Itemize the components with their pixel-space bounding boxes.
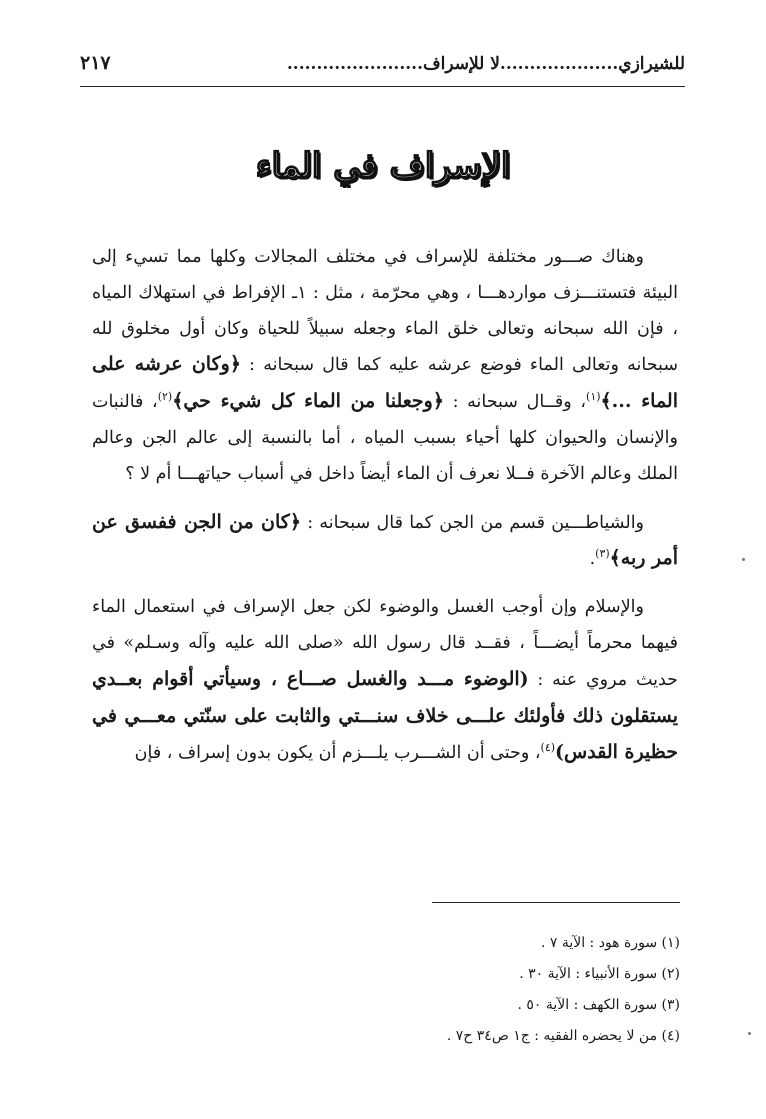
quran-quote: ﴿كان من الجن ففسق عن أمر ربه﴾ [92, 510, 678, 570]
quran-quote: ﴿وكان عرشه على الماء ...﴾ [92, 353, 678, 413]
footnote: (٤) من لا يحضره الفقيه : ج١ ص٣٤ ح٧ . [446, 1028, 680, 1044]
footnote-ref: (٣) [595, 547, 610, 561]
text-run: ، فالنبات والإنسان والحيوان كلها أحياء بسبب المياه ، أما بالنسبة إلى عالم الجن وعالم الملك وعالم الآخرة فــلا نعرف أن الماء أيضاً داخل في أسباب حياتهـــا أم لا ؟ [92, 392, 678, 484]
text-run: والإسلام وإن أوجب الغسل والوضوء لكن جعل الإسراف في استعمال الماء فيهما محرماً أيضـــاً ، فقــد قال رسول الله «صلى الله عليه وآله وسـلم» في حديث مروي عنه : [92, 597, 679, 690]
text-run: وهناك صـــور مختلفة للإسراف في مختلف المجالات وكلها مما تسيء إلى البيئة فتستنـــزف مواردهـــا ، وهي محرّمة ، مثل : ١ـ الإفراط في استهلاك المياه ، فإن الله سبحانه وتعالى خلق الماء وجعله سبيلاً للحياة وكان أول مخلوق لله سبحانه وتعالى الماء فوضع عرشه عليه كما قال سبحانه : [92, 247, 678, 376]
footnotes [200, 928, 680, 1052]
chapter-title: الإسراف في الماء [255, 146, 511, 186]
footnote-ref: (٢) [157, 390, 173, 404]
footnote-divider [432, 902, 680, 903]
page-number: ٢١٧ [80, 52, 111, 74]
text-run: والشياطـــين قسم من الجن كما قال سبحانه : [300, 512, 645, 533]
text-run: ، وقــال سبحانه : [443, 392, 587, 413]
footnote: (٣) سورة الكهف : الآية ٥٠ . [517, 997, 680, 1013]
paragraph [92, 240, 678, 493]
scan-speck [742, 558, 745, 561]
page-header [80, 46, 685, 87]
footnote-ref: (٤) [540, 741, 556, 755]
footnote: (١) سورة هود : الآية ٧ . [540, 935, 680, 951]
footnote: (٢) سورة الأنبياء : الآية ٣٠ . [519, 966, 680, 982]
text-run: ، وحتى أن الشـــرب يلـــزم أن يكون بدون إسراف ، فإن [134, 743, 541, 764]
hadith-quote: (الوضوء مـــد والغسل صـــاع ، وسيأتي أقوام بعــدي يستقلون ذلك فأولئك علـــى خلاف سنـــتي والثابت على سنّتي معـــي في حظيرة القدس) [92, 667, 678, 764]
running-title: للشيرازي....................لا للإسراف....................... [286, 54, 685, 74]
scan-speck [748, 1032, 751, 1035]
quran-quote: ﴿وجعلنا من الماء كل شيء حي﴾ [172, 390, 444, 413]
paragraph [92, 505, 678, 579]
footnote-ref: (١) [586, 390, 601, 404]
body-text [92, 240, 678, 784]
paragraph [92, 590, 678, 772]
text-run: . [589, 549, 596, 570]
